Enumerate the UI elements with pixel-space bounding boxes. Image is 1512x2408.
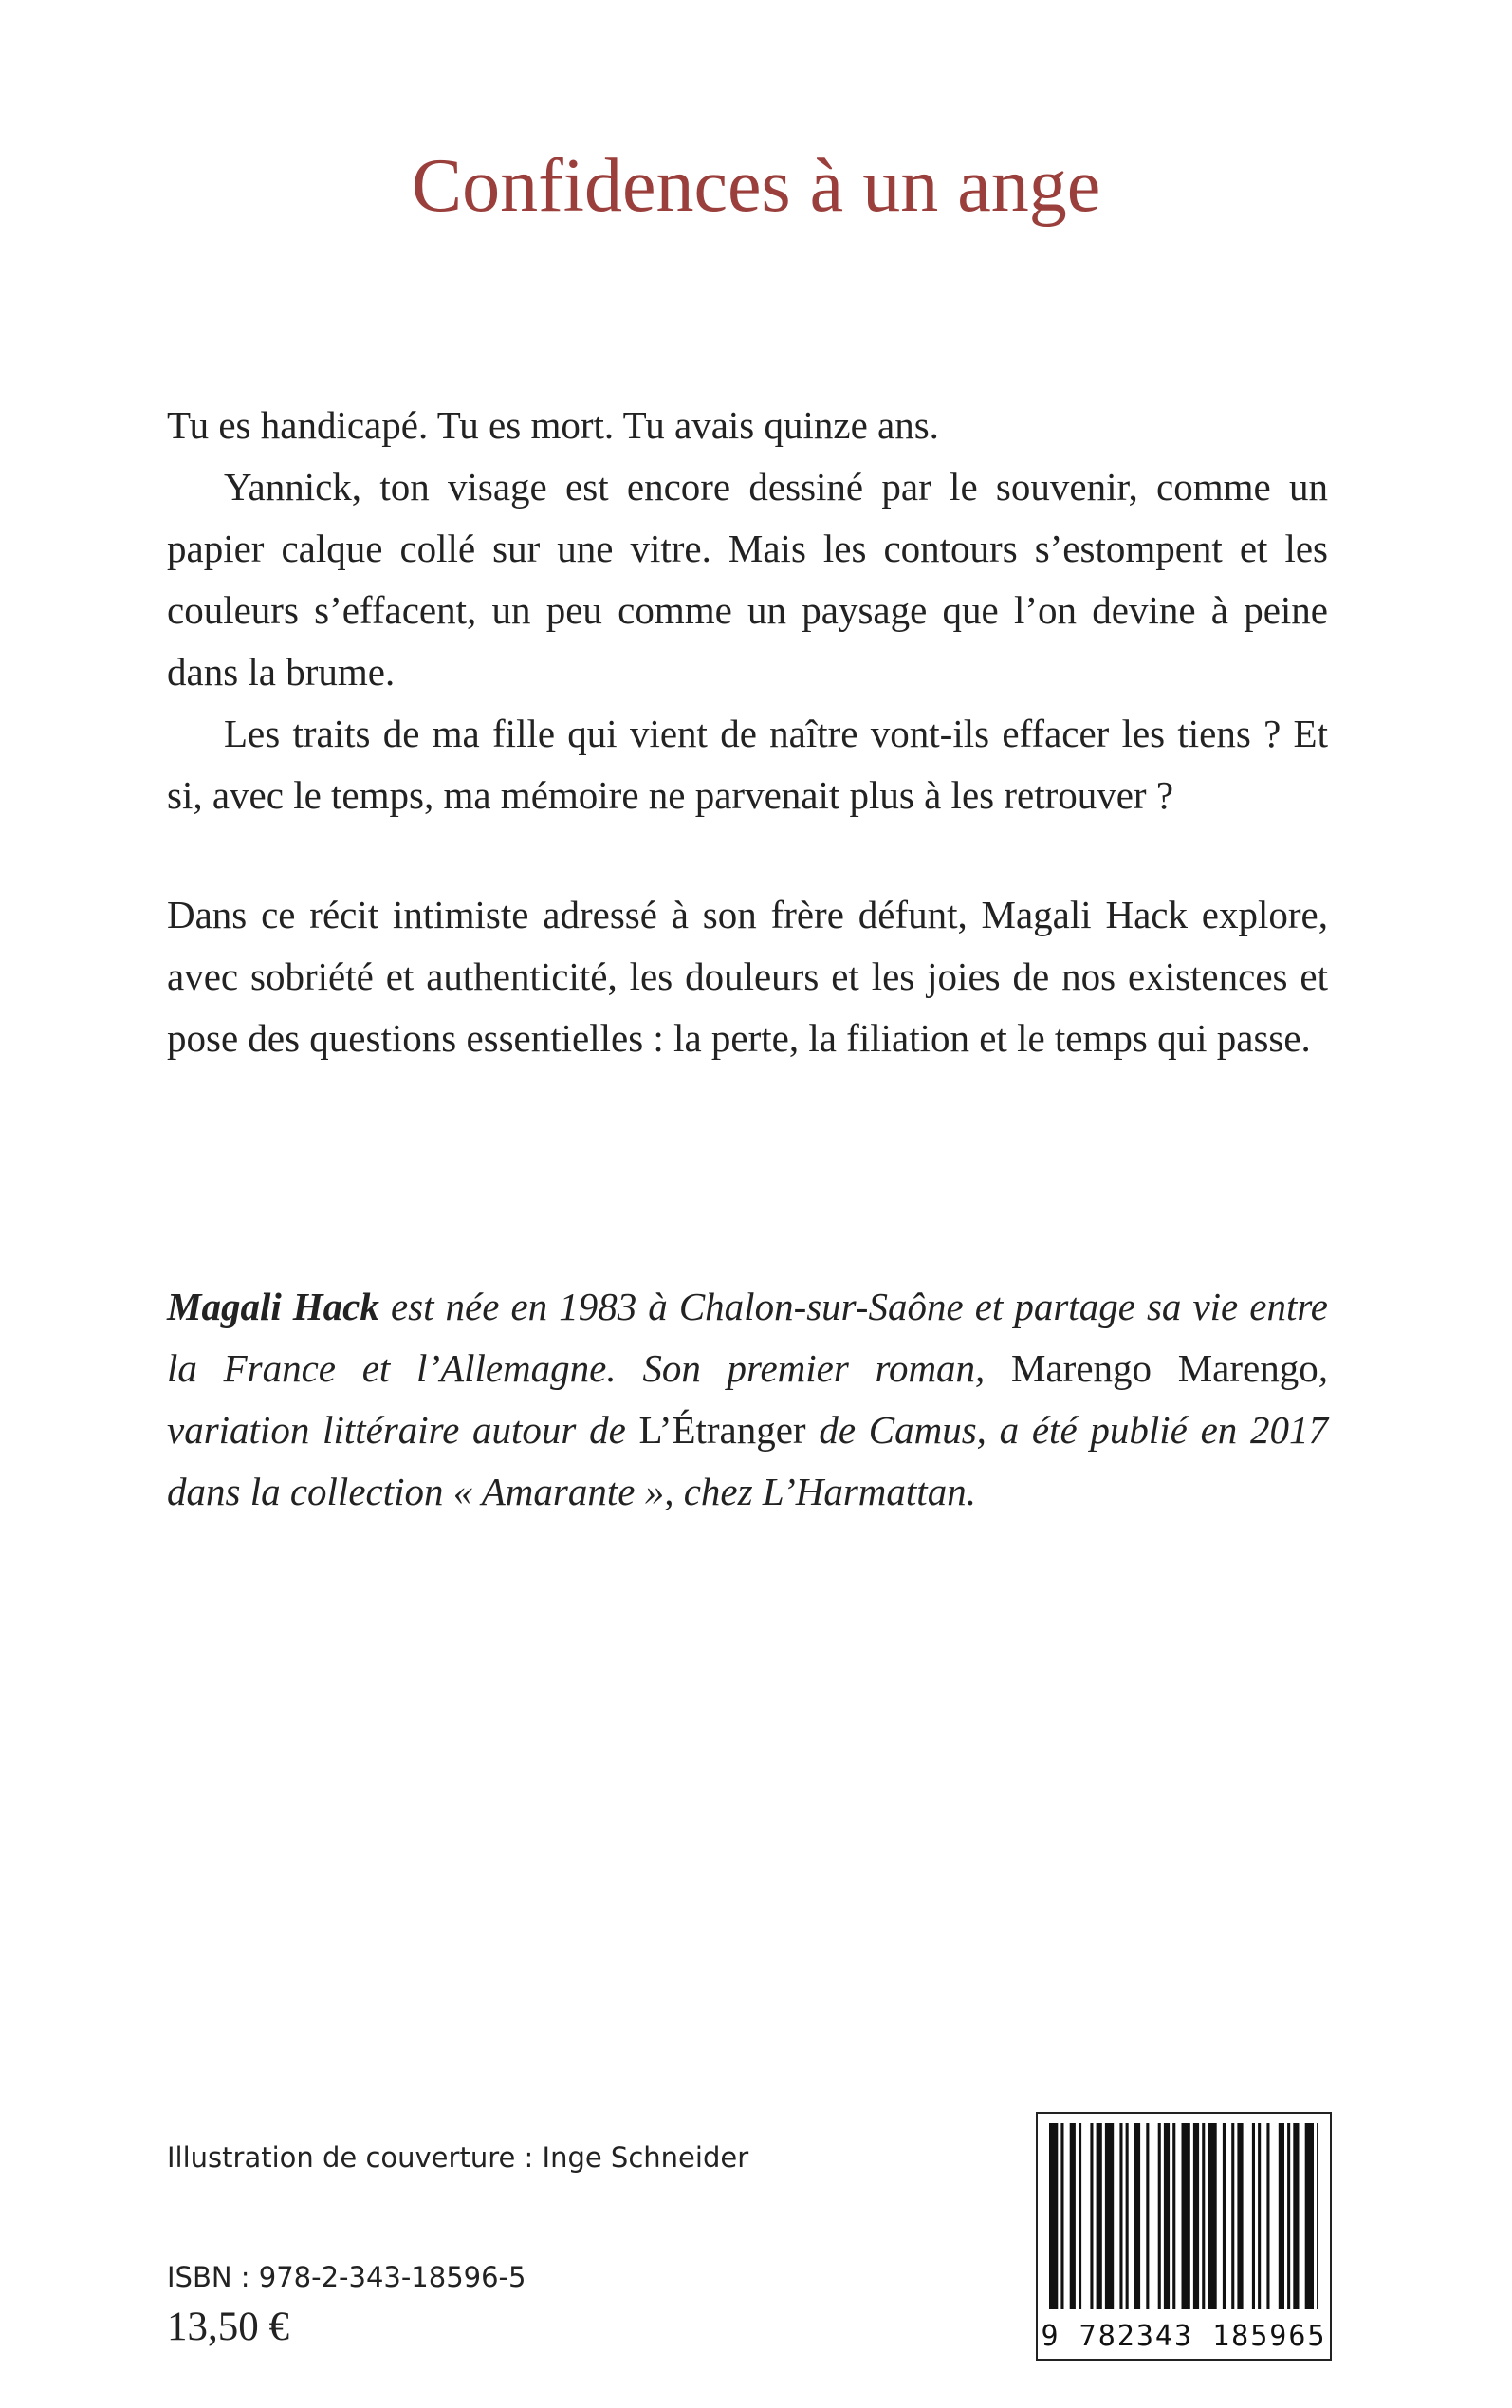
barcode-bar [1097, 2123, 1102, 2309]
author-bio [167, 1276, 1328, 1523]
barcode-bar [1119, 2123, 1122, 2309]
barcode-bar [1164, 2123, 1170, 2309]
barcode-bar [1193, 2123, 1199, 2309]
barcode-bar [1252, 2123, 1255, 2309]
barcode-bar [1060, 2123, 1063, 2309]
barcode-bar [1202, 2123, 1205, 2309]
barcode-bar [1237, 2123, 1243, 2309]
bio-text-2: , variation littéraire autour de [167, 1346, 1328, 1452]
reference-title: L’Étranger [638, 1408, 806, 1452]
barcode-bar [1223, 2123, 1226, 2309]
price: 13,50 € [167, 2305, 289, 2349]
isbn: ISBN : 978-2-343-18596-5 [167, 2261, 526, 2293]
barcode-bar [1279, 2123, 1284, 2309]
summary-text [167, 884, 1328, 1069]
barcode-bar [1266, 2123, 1269, 2309]
barcode-bars [1047, 2123, 1320, 2309]
barcode-bar [1090, 2123, 1093, 2309]
intro-text [167, 395, 1328, 826]
barcode-bar [1231, 2123, 1234, 2309]
barcode-bar [1126, 2123, 1129, 2309]
bio-text-1: est née en 1983 à Chalon-sur-Saône et partage sa vie entre la France et l’Allemagne. Son premier roman, [167, 1285, 1329, 1390]
barcode-bar [1293, 2123, 1299, 2309]
intro-paragraph-3: Les traits de ma fille qui vient de naître vont-ils effacer les tiens ? Et si, avec le temps, ma mémoire ne parvenait plus à les retrouver ? [167, 712, 1328, 817]
barcode-bar [1134, 2123, 1140, 2309]
barcode-bar [1049, 2123, 1058, 2309]
barcode-bar [1172, 2123, 1175, 2309]
barcode-bar [1146, 2123, 1149, 2309]
barcode-bar [1158, 2123, 1161, 2309]
illustration-credit: Illustration de couverture : Inge Schneider [167, 2141, 749, 2174]
bio-paragraph [167, 1276, 1328, 1523]
barcode-bar [1305, 2123, 1314, 2309]
book-title: Confidences à un ange [411, 144, 1101, 228]
barcode-bar [1317, 2123, 1318, 2309]
barcode [1036, 2112, 1332, 2361]
intro-paragraph-2: Yannick, ton visage est encore dessiné par le souvenir, comme un papier calque collé sur une vitre. Mais les contours s’estompent et les couleurs s’effacent, un peu comme un paysage que l’on devine à peine dans la brume. [167, 465, 1328, 694]
summary-paragraph: Dans ce récit intimiste adressé à son frère défunt, Magali Hack explore, avec sobriété et authenticité, les douleurs et les joies de nos existences et pose des questions essentielles : la perte, la filiation et le temps qui passe. [167, 893, 1328, 1060]
author-name: Magali Hack [167, 1285, 379, 1328]
novel-title: Marengo Marengo [1011, 1346, 1318, 1390]
barcode-bar [1105, 2123, 1114, 2309]
intro-paragraph-1: Tu es handicapé. Tu es mort. Tu avais quinze ans. [167, 403, 939, 447]
barcode-bar [1208, 2123, 1216, 2309]
barcode-bar [1070, 2123, 1076, 2309]
barcode-bar [1182, 2123, 1190, 2309]
barcode-bar [1287, 2123, 1290, 2309]
bio-text-3: de Camus, a été publié en 2017 dans la collection « Amarante », chez L’Harmattan. [167, 1408, 1328, 1513]
barcode-bar [1079, 2123, 1081, 2309]
barcode-digits: 9 782343 185965 [1041, 2320, 1327, 2353]
barcode-bar [1258, 2123, 1261, 2309]
